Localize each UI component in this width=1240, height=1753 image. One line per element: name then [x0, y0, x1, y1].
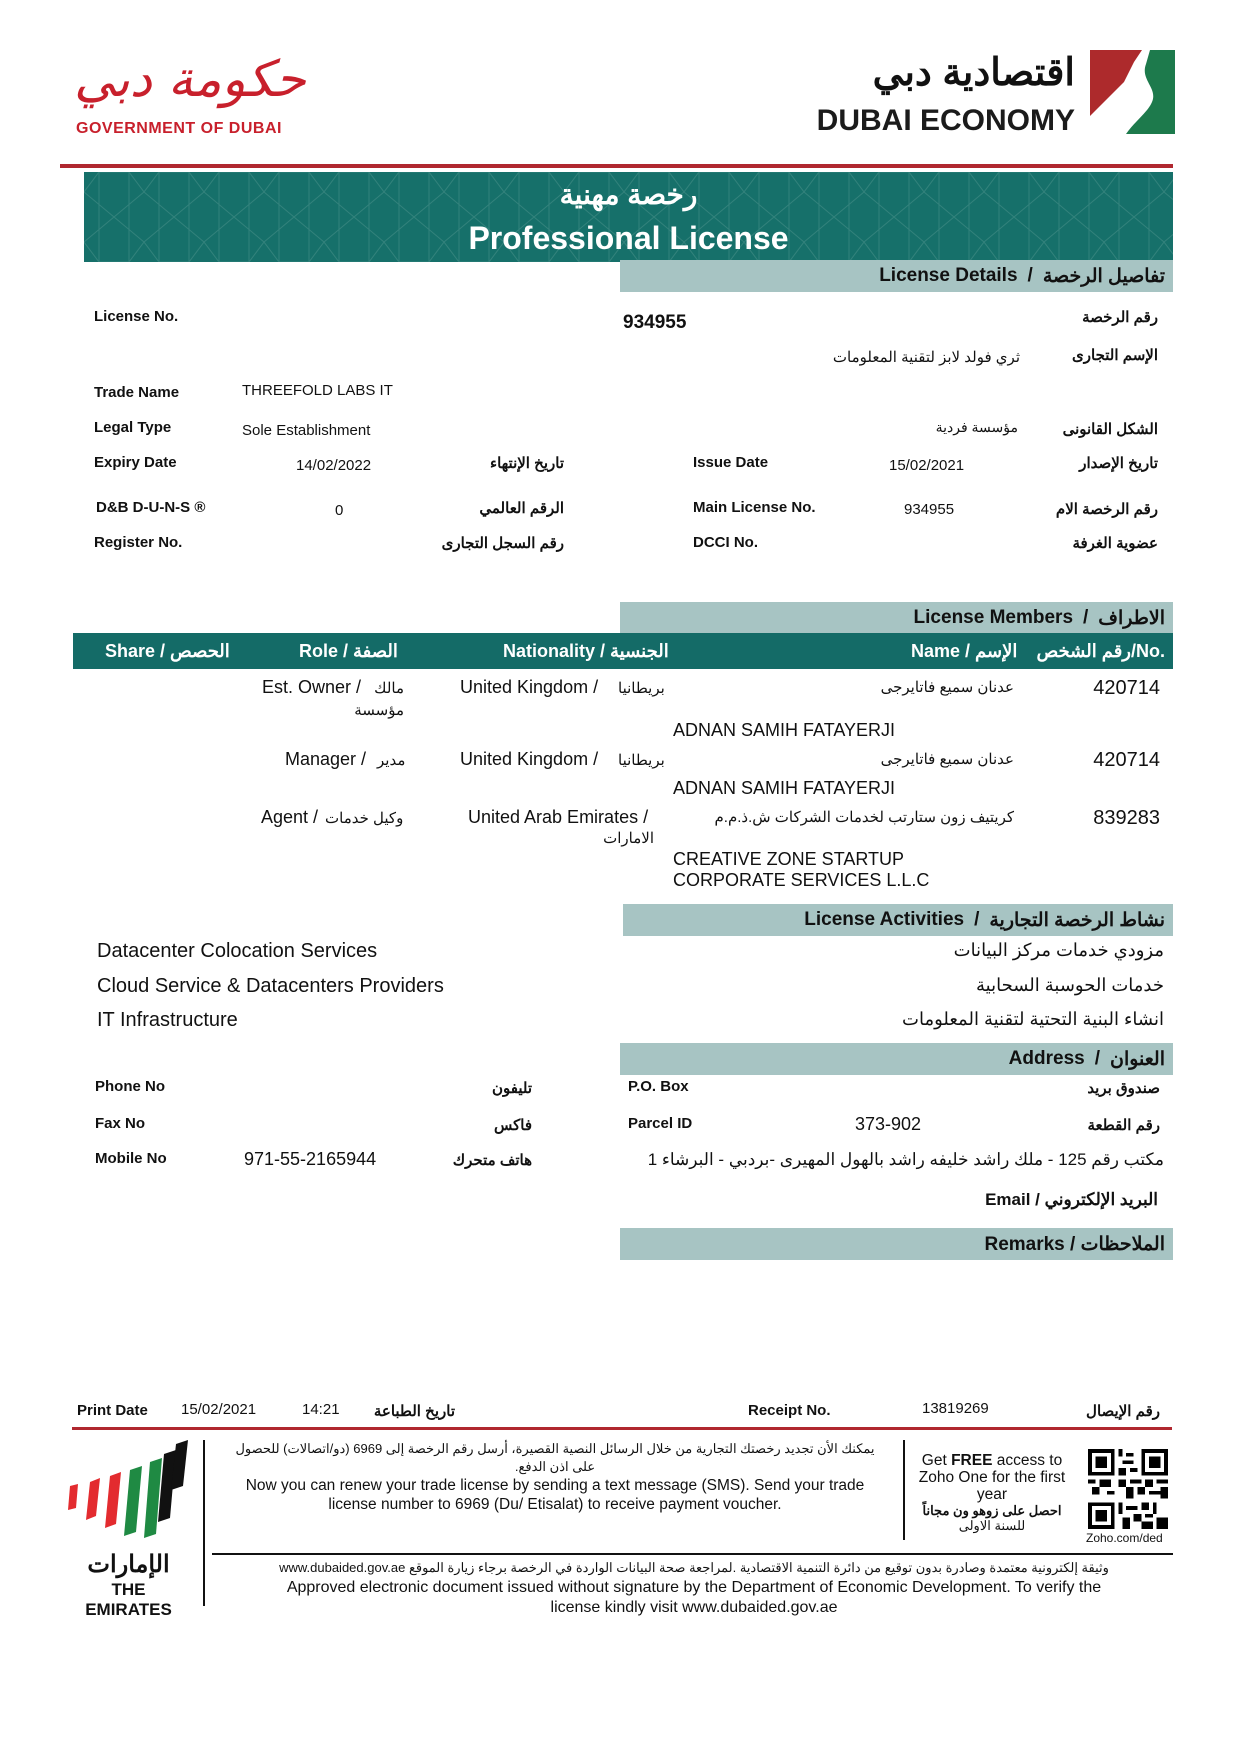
remarks-heading-text: Remarks / الملاحظات	[984, 1233, 1165, 1255]
activity-en: IT Infrastructure	[97, 1009, 238, 1031]
member-role-ar: وكيل خدمات	[325, 810, 404, 827]
sms-notice-ar-line1: يمكنك الأن تجديد رخصتك التجارية من خلال الرسائل النصية القصيرة، أرسل رقم الرخصة إلى 6969 (دو/اتصالات) للحصول	[235, 1441, 875, 1456]
member-name-ar: عدنان سميع فاتايرجى	[880, 751, 1014, 768]
dubai-economy-mark-icon	[1090, 50, 1175, 134]
member-nationality-ar: الامارات	[603, 830, 654, 847]
mobile-value: 971-55-2165944	[244, 1149, 377, 1169]
expiry-date-value: 14/02/2022	[296, 457, 372, 474]
license-no-label: License No.	[94, 308, 179, 325]
member-nationality-en: United Kingdom /	[460, 677, 599, 697]
main-license-value: 934955	[904, 501, 955, 518]
member-role-en: Est. Owner /	[262, 677, 362, 697]
main-license-label: Main License No.	[693, 499, 816, 516]
license-activities-heading-ar: نشاط الرخصة التجارية	[989, 909, 1165, 931]
parcel-id-value: 373-902	[855, 1114, 922, 1134]
qr-code[interactable]	[1088, 1449, 1168, 1529]
print-time-value: 14:21	[302, 1401, 340, 1418]
de-logo-english: DUBAI ECONOMY	[816, 104, 1075, 137]
column-role: Role / الصفة	[299, 641, 398, 661]
member-name-en-line2: CORPORATE SERVICES L.L.C	[673, 870, 930, 890]
receipt-no-label-ar: رقم الإيصال	[1086, 1403, 1160, 1420]
phone-label: Phone No	[95, 1078, 165, 1095]
email-label: Email / البريد الإلكتروني	[985, 1190, 1158, 1209]
qr-code-icon	[1088, 1449, 1168, 1529]
trade-name-ar-value: ثري فولد لابز لتقنية المعلومات	[832, 349, 1020, 366]
zoho-line3: year	[976, 1486, 1008, 1503]
zoho-promo	[906, 1452, 1078, 1533]
activity-ar: خدمات الحوسبة السحابية	[976, 975, 1164, 995]
issue-date-label: Issue Date	[693, 454, 769, 471]
column-share: Share / الحصص	[105, 641, 230, 661]
heading-separator: /	[1027, 265, 1033, 286]
parcel-id-label: Parcel ID	[628, 1115, 693, 1132]
member-name-ar: عدنان سميع فاتايرجى	[880, 679, 1014, 696]
column-nationality: Nationality / الجنسية	[503, 641, 669, 661]
license-no-value: 934955	[623, 312, 687, 333]
member-role-ar: مالك مؤسسة	[354, 680, 404, 719]
legal-type-ar-value: مؤسسة فردية	[935, 419, 1018, 435]
title-banner	[84, 172, 1173, 262]
print-date-label-ar: تاريخ الطباعة	[373, 1403, 455, 1420]
fax-label-ar: فاكس	[493, 1117, 532, 1134]
zoho-ar-line2: للسنة الاولى	[958, 1518, 1026, 1533]
mobile-label: Mobile No	[95, 1150, 167, 1167]
zoho-post-text: access to	[992, 1452, 1063, 1469]
emirates-logo-arabic: الإمارات	[87, 1551, 170, 1578]
banner-title-arabic: رخصة مهنية	[559, 179, 698, 210]
expiry-date-label: Expiry Date	[94, 454, 177, 471]
member-role-en: Agent /	[261, 807, 319, 827]
heading-separator: /	[974, 909, 980, 930]
license-members-heading	[620, 602, 1173, 634]
license-activities-heading	[623, 904, 1173, 936]
de-logo-arabic: اقتصادية دبي	[872, 52, 1075, 94]
members-table-header	[73, 633, 1173, 669]
print-date-value: 15/02/2021	[181, 1401, 257, 1418]
parcel-id-label-ar: رقم القطعة	[1087, 1117, 1160, 1134]
license-details-heading-en: License Details	[879, 265, 1018, 286]
legal-type-value: Sole Establishment	[242, 422, 371, 439]
sms-notice-ar-line2: على اذن الدفع.	[514, 1459, 596, 1474]
license-details-heading	[620, 260, 1173, 292]
member-no: 420714	[1093, 749, 1160, 771]
dcci-no-label-ar: عضوية الغرفة	[1072, 535, 1158, 552]
the-emirates-logo	[66, 1440, 191, 1619]
footer-horizontal-divider	[212, 1553, 1173, 1555]
footer-vertical-divider	[203, 1440, 205, 1606]
header-divider	[60, 164, 1173, 168]
register-no-label-ar: رقم السجل التجارى	[441, 535, 564, 552]
zoho-divider	[903, 1440, 905, 1540]
main-license-label-ar: رقم الرخصة الام	[1055, 501, 1158, 518]
license-activities-heading-en: License Activities	[804, 909, 965, 930]
verify-ar: وثيقة إلكترونية معتمدة وصادرة بدون توقيع من دائرة التنمية الاقتصادية .لمراجعة صحة البيانات الواردة في الرخصة برجاء زيارة الموقع www.dubaided.gov.ae	[279, 1560, 1109, 1575]
verify-en-line1: Approved electronic document issued without signature by the Department of Economic Development. To verify the	[286, 1579, 1102, 1596]
zoho-ar-line1: احصل على زوهو ون مجاناً	[922, 1503, 1062, 1518]
column-name: Name / الإسم	[911, 641, 1018, 661]
po-box-label-ar: صندوق بريد	[1087, 1080, 1160, 1097]
member-name-ar: كريتيف زون ستارتب لخدمات الشركات ش.ذ.م.م	[714, 809, 1014, 826]
verify-en-line2: license kindly visit www.dubaided.gov.ae	[550, 1599, 838, 1616]
license-members-heading-en: License Members	[913, 607, 1074, 628]
activity-en: Datacenter Colocation Services	[97, 940, 378, 962]
zoho-free-text: FREE	[951, 1452, 993, 1469]
member-nationality-en: United Kingdom /	[460, 749, 599, 769]
dubai-economy-logo	[815, 48, 1175, 143]
sms-notice-en-line1: Now you can renew your trade license by sending a text message (SMS). Send your trade	[245, 1477, 865, 1494]
address-ar-value: مكتب رقم 125 - ملك راشد خليفه راشد بالهول المهيرى -بردبي - البرشاء 1	[647, 1150, 1164, 1169]
activity-ar: مزودي خدمات مركز البيانات	[953, 940, 1164, 960]
activity-ar: انشاء البنية التحتية لتقنية المعلومات	[902, 1009, 1164, 1029]
verification-notice	[210, 1558, 1178, 1618]
sms-renewal-notice	[210, 1440, 900, 1514]
member-no: 839283	[1093, 807, 1160, 829]
member-role-ar: مدير	[377, 752, 406, 769]
trade-name-label: Trade Name	[94, 384, 180, 401]
banner-title-english: Professional License	[468, 220, 789, 256]
zoho-line1	[906, 1452, 1078, 1469]
dcci-no-label: DCCI No.	[693, 534, 758, 551]
address-heading-ar: العنوان	[1109, 1048, 1165, 1070]
print-date-label: Print Date	[77, 1402, 148, 1419]
license-members-heading-ar: الاطراف	[1098, 607, 1165, 629]
member-name-en: ADNAN SAMIH FATAYERJI	[673, 720, 896, 740]
issue-date-value: 15/02/2021	[889, 457, 965, 474]
member-role-en: Manager /	[285, 749, 367, 769]
address-heading	[620, 1043, 1173, 1075]
legal-type-label: Legal Type	[94, 419, 172, 436]
legal-type-label-ar: الشكل القانونى	[1062, 421, 1158, 438]
activity-en: Cloud Service & Datacenters Providers	[97, 975, 444, 997]
zoho-line2: Zoho One for the first	[918, 1469, 1066, 1486]
member-nationality-ar: بريطانيا	[618, 680, 665, 697]
po-box-label: P.O. Box	[628, 1078, 689, 1095]
address-heading-en: Address	[1008, 1048, 1085, 1069]
phone-label-ar: تليفون	[491, 1080, 532, 1097]
trade-name-value: THREEFOLD LABS IT	[242, 382, 393, 399]
government-of-dubai-logo	[70, 40, 310, 140]
member-nationality-en: United Arab Emirates /	[468, 807, 649, 827]
mobile-label-ar: هاتف متحرك	[452, 1152, 532, 1169]
column-person-no: رقم الشخص/No.	[1036, 641, 1165, 661]
sms-notice-en-line2: license number to 6969 (Du/ Etisalat) to receive payment voucher.	[328, 1496, 782, 1513]
member-no: 420714	[1093, 677, 1160, 699]
emirates-stripes-icon	[66, 1440, 191, 1550]
receipt-no-value: 13819269	[922, 1400, 989, 1417]
heading-separator: /	[1094, 1048, 1100, 1069]
emirates-logo-english: THE EMIRATES	[85, 1580, 172, 1619]
gov-logo-english: GOVERNMENT OF DUBAI	[76, 120, 282, 137]
remarks-heading	[620, 1228, 1173, 1260]
expiry-date-label-ar: تاريخ الإنتهاء	[490, 455, 564, 472]
license-details-heading-ar: تفاصيل الرخصة	[1042, 265, 1165, 287]
zoho-pre-text: Get	[921, 1452, 952, 1469]
fax-label: Fax No	[95, 1115, 146, 1132]
receipt-no-label: Receipt No.	[748, 1402, 831, 1419]
zoho-url[interactable]: Zoho.com/ded	[1086, 1531, 1163, 1545]
license-no-label-ar: رقم الرخصة	[1082, 309, 1158, 326]
register-no-label: Register No.	[94, 534, 183, 551]
footer-divider	[72, 1427, 1172, 1430]
member-name-en: ADNAN SAMIH FATAYERJI	[673, 778, 896, 798]
issue-date-label-ar: تاريخ الإصدار	[1079, 455, 1158, 472]
heading-separator: /	[1083, 607, 1089, 628]
member-name-en-line1: CREATIVE ZONE STARTUP	[673, 849, 905, 869]
member-nationality-ar: بريطانيا	[618, 752, 665, 769]
duns-label-ar: الرقم العالمي	[479, 500, 564, 517]
duns-value: 0	[335, 502, 344, 519]
duns-label: D&B D-U-N-S ®	[96, 499, 206, 516]
gov-logo-arabic: حكومة دبي	[74, 50, 306, 108]
trade-name-label-ar: الإسم التجارى	[1072, 347, 1158, 364]
